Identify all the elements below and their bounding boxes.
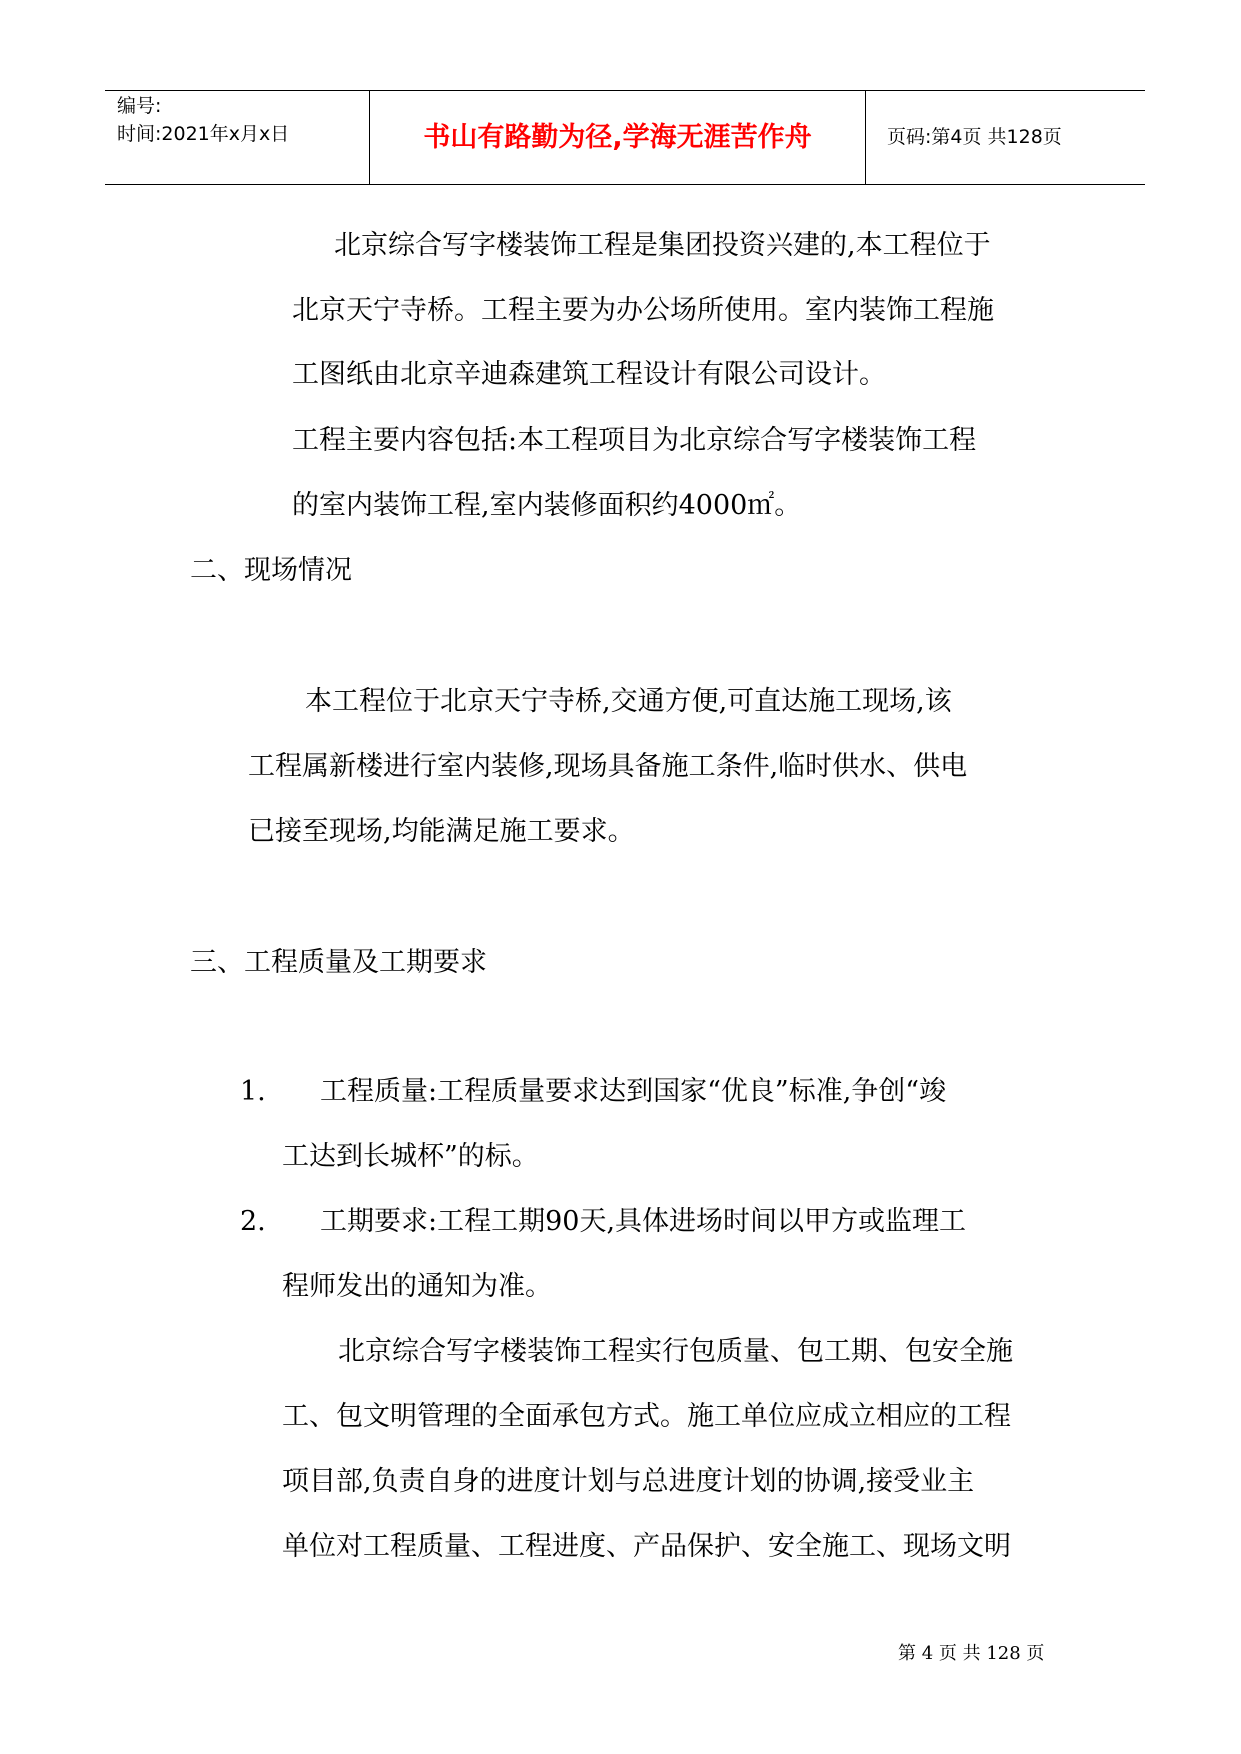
section2-line: 工程属新楼进行室内装修,现场具备施工条件,临时供水、供电 [248, 751, 968, 782]
header-motto: 书山有路勤为径,学海无涯苦作舟 [370, 91, 866, 184]
section2-line: 已接至现场,均能满足施工要求。 [248, 816, 635, 847]
intro-line: 北京天宁寺桥。工程主要为办公场所使用。室内装饰工程施 [292, 295, 994, 326]
closing-line: 工、包文明管理的全面承包方式。施工单位应成立相应的工程 [282, 1401, 1011, 1432]
section2-line: 本工程位于北京天宁寺桥,交通方便,可直达施工现场,该 [305, 686, 952, 717]
intro-line: 北京综合写字楼装饰工程是集团投资兴建的,本工程位于 [334, 230, 991, 261]
list-item-line: 工期要求:工程工期90天,具体进场时间以甲方或监理工 [320, 1206, 967, 1237]
document-number-label: 编号: [117, 95, 162, 117]
page-footer: 第 4 页 共 128 页 [898, 1643, 1045, 1664]
list-item-line: 工达到长城杯”的标。 [282, 1141, 539, 1172]
list-item-line: 工程质量:工程质量要求达到国家“优良”标准,争创“竣 [320, 1076, 947, 1107]
list-number: 1. [240, 1076, 266, 1107]
intro-line: 的室内装饰工程,室内装修面积约4000㎡。 [292, 490, 802, 521]
intro-line: 工图纸由北京辛迪森建筑工程设计有限公司设计。 [292, 359, 886, 390]
document-time-label: 时间:2021年x月x日 [117, 123, 290, 145]
section-heading: 二、现场情况 [190, 555, 352, 586]
section-heading: 三、工程质量及工期要求 [190, 947, 487, 978]
header-meta [105, 91, 370, 184]
list-number: 2. [240, 1206, 266, 1237]
closing-line: 项目部,负责自身的进度计划与总进度计划的协调,接受业主 [282, 1466, 975, 1497]
closing-line: 单位对工程质量、工程进度、产品保护、安全施工、现场文明 [282, 1531, 1011, 1562]
closing-line: 北京综合写字楼装饰工程实行包质量、包工期、包安全施 [338, 1336, 1013, 1367]
header-page-info: 页码:第4页 共128页 [887, 126, 1062, 148]
list-item-line: 程师发出的通知为准。 [282, 1271, 552, 1302]
intro-line: 工程主要内容包括:本工程项目为北京综合写字楼装饰工程 [292, 425, 977, 456]
page-header [105, 90, 1145, 185]
